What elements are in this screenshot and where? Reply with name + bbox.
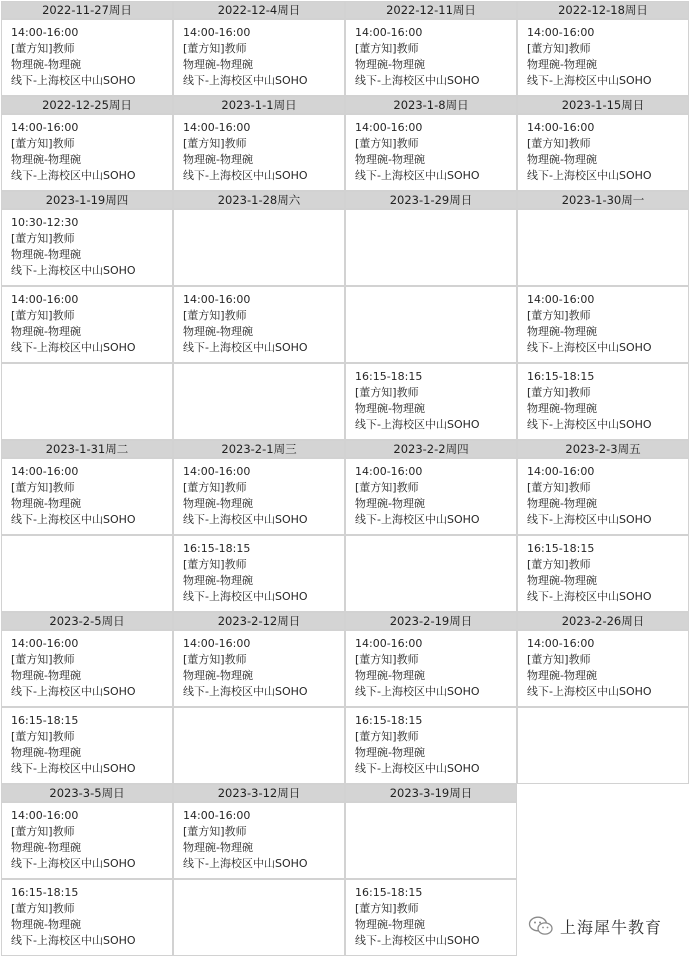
session-time: 10:30-12:30 <box>11 216 79 229</box>
session-course: 物理碗-物理碗 <box>183 574 253 587</box>
date-header: 2023-1-29周日 <box>345 191 517 209</box>
session-time: 16:15-18:15 <box>355 370 423 383</box>
class-session <box>173 114 345 191</box>
session-teacher: [董方知]教师 <box>355 42 419 55</box>
session-course: 物理碗-物理碗 <box>183 58 253 71</box>
class-session <box>345 19 517 96</box>
session-location: 线下-上海校区中山SOHO <box>11 513 136 526</box>
session-time: 16:15-18:15 <box>527 370 595 383</box>
session-teacher: [董方知]教师 <box>355 481 419 494</box>
session-location: 线下-上海校区中山SOHO <box>527 513 652 526</box>
session-teacher: [董方知]教师 <box>11 42 75 55</box>
class-session <box>517 363 689 440</box>
session-course: 物理碗-物理碗 <box>527 325 597 338</box>
session-time: 14:00-16:00 <box>355 26 423 39</box>
session-time: 14:00-16:00 <box>183 26 251 39</box>
session-time: 14:00-16:00 <box>355 637 423 650</box>
date-header: 2023-2-12周日 <box>173 612 345 630</box>
empty-slot <box>517 209 689 286</box>
empty-slot <box>345 802 517 879</box>
session-course: 物理碗-物理碗 <box>527 58 597 71</box>
date-header: 2022-12-25周日 <box>1 96 173 114</box>
date-header: 2023-3-12周日 <box>173 784 345 802</box>
session-location: 线下-上海校区中山SOHO <box>527 74 652 87</box>
session-location: 线下-上海校区中山SOHO <box>11 341 136 354</box>
session-location: 线下-上海校区中山SOHO <box>527 685 652 698</box>
session-teacher: [董方知]教师 <box>527 558 591 571</box>
empty-slot <box>345 209 517 286</box>
class-session <box>517 535 689 612</box>
session-course: 物理碗-物理碗 <box>11 248 81 261</box>
session-time: 16:15-18:15 <box>527 542 595 555</box>
date-header: 2023-1-19周四 <box>1 191 173 209</box>
session-teacher: [董方知]教师 <box>183 137 247 150</box>
session-time: 14:00-16:00 <box>183 637 251 650</box>
session-course: 物理碗-物理碗 <box>183 497 253 510</box>
session-location: 线下-上海校区中山SOHO <box>355 418 480 431</box>
session-course: 物理碗-物理碗 <box>183 325 253 338</box>
date-header: 2023-1-30周一 <box>517 191 689 209</box>
session-teacher: [董方知]教师 <box>355 730 419 743</box>
class-session <box>517 19 689 96</box>
date-header: 2022-12-4周日 <box>173 1 345 19</box>
session-teacher: [董方知]教师 <box>183 653 247 666</box>
session-course: 物理碗-物理碗 <box>355 497 425 510</box>
session-teacher: [董方知]教师 <box>11 481 75 494</box>
class-session <box>345 458 517 535</box>
session-teacher: [董方知]教师 <box>11 653 75 666</box>
date-header: 2023-2-5周日 <box>1 612 173 630</box>
session-location: 线下-上海校区中山SOHO <box>11 762 136 775</box>
date-header: 2023-1-1周日 <box>173 96 345 114</box>
session-course: 物理碗-物理碗 <box>183 153 253 166</box>
date-header: 2023-1-15周日 <box>517 96 689 114</box>
session-time: 14:00-16:00 <box>183 465 251 478</box>
empty-slot <box>173 363 345 440</box>
class-session <box>345 114 517 191</box>
class-session <box>1 114 173 191</box>
session-time: 16:15-18:15 <box>11 714 79 727</box>
session-course: 物理碗-物理碗 <box>527 669 597 682</box>
session-location: 线下-上海校区中山SOHO <box>355 169 480 182</box>
class-session <box>173 286 345 363</box>
session-location: 线下-上海校区中山SOHO <box>11 934 136 947</box>
session-time: 16:15-18:15 <box>183 542 251 555</box>
class-session <box>173 802 345 879</box>
session-location: 线下-上海校区中山SOHO <box>183 341 308 354</box>
class-session <box>1 707 173 784</box>
session-location: 线下-上海校区中山SOHO <box>527 169 652 182</box>
session-time: 14:00-16:00 <box>11 809 79 822</box>
class-session <box>345 707 517 784</box>
class-session <box>1 630 173 707</box>
class-session <box>1 286 173 363</box>
empty-slot <box>345 535 517 612</box>
class-session <box>1 209 173 286</box>
session-time: 14:00-16:00 <box>11 26 79 39</box>
class-session <box>345 630 517 707</box>
session-course: 物理碗-物理碗 <box>527 153 597 166</box>
class-session <box>517 114 689 191</box>
session-teacher: [董方知]教师 <box>11 902 75 915</box>
empty-slot <box>1 363 173 440</box>
session-course: 物理碗-物理碗 <box>527 574 597 587</box>
class-session <box>345 879 517 956</box>
session-time: 16:15-18:15 <box>11 886 79 899</box>
class-session <box>517 630 689 707</box>
session-time: 16:15-18:15 <box>355 714 423 727</box>
date-header: 2023-2-1周三 <box>173 440 345 458</box>
session-teacher: [董方知]教师 <box>355 137 419 150</box>
session-course: 物理碗-物理碗 <box>11 918 81 931</box>
date-header: 2023-2-3周五 <box>517 440 689 458</box>
session-time: 14:00-16:00 <box>183 293 251 306</box>
session-course: 物理碗-物理碗 <box>11 497 81 510</box>
session-time: 14:00-16:00 <box>11 293 79 306</box>
session-teacher: [董方知]教师 <box>527 309 591 322</box>
session-teacher: [董方知]教师 <box>183 309 247 322</box>
date-header: 2023-2-19周日 <box>345 612 517 630</box>
session-course: 物理碗-物理碗 <box>355 58 425 71</box>
empty-slot <box>173 209 345 286</box>
session-time: 14:00-16:00 <box>11 465 79 478</box>
class-session <box>173 535 345 612</box>
session-teacher: [董方知]教师 <box>527 481 591 494</box>
session-location: 线下-上海校区中山SOHO <box>11 74 136 87</box>
session-course: 物理碗-物理碗 <box>355 746 425 759</box>
date-header: 2023-1-28周六 <box>173 191 345 209</box>
session-teacher: [董方知]教师 <box>527 653 591 666</box>
session-location: 线下-上海校区中山SOHO <box>183 513 308 526</box>
date-header: 2022-12-18周日 <box>517 1 689 19</box>
session-course: 物理碗-物理碗 <box>355 669 425 682</box>
session-time: 14:00-16:00 <box>527 637 595 650</box>
session-location: 线下-上海校区中山SOHO <box>11 857 136 870</box>
session-time: 14:00-16:00 <box>355 465 423 478</box>
date-header: 2022-12-11周日 <box>345 1 517 19</box>
session-location: 线下-上海校区中山SOHO <box>355 934 480 947</box>
session-location: 线下-上海校区中山SOHO <box>11 169 136 182</box>
session-location: 线下-上海校区中山SOHO <box>11 264 136 277</box>
class-session <box>1 879 173 956</box>
session-course: 物理碗-物理碗 <box>183 669 253 682</box>
watermark <box>528 912 662 940</box>
session-time: 14:00-16:00 <box>527 293 595 306</box>
session-location: 线下-上海校区中山SOHO <box>355 762 480 775</box>
session-teacher: [董方知]教师 <box>11 730 75 743</box>
session-teacher: [董方知]教师 <box>11 309 75 322</box>
class-session <box>517 286 689 363</box>
session-course: 物理碗-物理碗 <box>183 841 253 854</box>
session-teacher: [董方知]教师 <box>527 42 591 55</box>
session-time: 16:15-18:15 <box>355 886 423 899</box>
date-header: 2023-1-8周日 <box>345 96 517 114</box>
session-location: 线下-上海校区中山SOHO <box>183 74 308 87</box>
session-location: 线下-上海校区中山SOHO <box>527 341 652 354</box>
class-session <box>1 458 173 535</box>
wechat-icon <box>528 916 554 936</box>
class-session <box>173 19 345 96</box>
date-header: 2023-1-31周二 <box>1 440 173 458</box>
watermark-text: 上海犀牛教育 <box>560 917 663 937</box>
session-course: 物理碗-物理碗 <box>527 402 597 415</box>
class-session <box>173 630 345 707</box>
session-location: 线下-上海校区中山SOHO <box>355 685 480 698</box>
session-location: 线下-上海校区中山SOHO <box>183 857 308 870</box>
session-location: 线下-上海校区中山SOHO <box>183 169 308 182</box>
session-time: 14:00-16:00 <box>355 121 423 134</box>
session-course: 物理碗-物理碗 <box>527 497 597 510</box>
session-location: 线下-上海校区中山SOHO <box>355 74 480 87</box>
date-header: 2022-11-27周日 <box>1 1 173 19</box>
empty-slot <box>1 535 173 612</box>
class-session <box>517 458 689 535</box>
empty-slot <box>517 707 689 784</box>
session-course: 物理碗-物理碗 <box>11 153 81 166</box>
session-time: 14:00-16:00 <box>183 121 251 134</box>
session-teacher: [董方知]教师 <box>183 42 247 55</box>
session-location: 线下-上海校区中山SOHO <box>11 685 136 698</box>
session-teacher: [董方知]教师 <box>183 825 247 838</box>
session-time: 14:00-16:00 <box>527 121 595 134</box>
session-location: 线下-上海校区中山SOHO <box>183 685 308 698</box>
session-course: 物理碗-物理碗 <box>11 325 81 338</box>
session-time: 14:00-16:00 <box>11 121 79 134</box>
session-location: 线下-上海校区中山SOHO <box>355 513 480 526</box>
class-session <box>1 19 173 96</box>
session-time: 14:00-16:00 <box>527 465 595 478</box>
session-course: 物理碗-物理碗 <box>11 58 81 71</box>
session-teacher: [董方知]教师 <box>183 558 247 571</box>
session-location: 线下-上海校区中山SOHO <box>527 590 652 603</box>
session-course: 物理碗-物理碗 <box>355 402 425 415</box>
session-location: 线下-上海校区中山SOHO <box>527 418 652 431</box>
date-header: 2023-3-5周日 <box>1 784 173 802</box>
session-location: 线下-上海校区中山SOHO <box>183 590 308 603</box>
date-header: 2023-2-2周四 <box>345 440 517 458</box>
session-time: 14:00-16:00 <box>183 809 251 822</box>
date-header: 2023-3-19周日 <box>345 784 517 802</box>
session-teacher: [董方知]教师 <box>11 137 75 150</box>
empty-slot <box>345 286 517 363</box>
class-session <box>1 802 173 879</box>
session-teacher: [董方知]教师 <box>11 825 75 838</box>
session-teacher: [董方知]教师 <box>355 653 419 666</box>
session-time: 14:00-16:00 <box>11 637 79 650</box>
date-header: 2023-2-26周日 <box>517 612 689 630</box>
session-course: 物理碗-物理碗 <box>355 918 425 931</box>
session-teacher: [董方知]教师 <box>527 386 591 399</box>
session-course: 物理碗-物理碗 <box>11 669 81 682</box>
empty-slot <box>173 879 345 956</box>
session-course: 物理碗-物理碗 <box>355 153 425 166</box>
session-teacher: [董方知]教师 <box>355 902 419 915</box>
session-course: 物理碗-物理碗 <box>11 841 81 854</box>
session-time: 14:00-16:00 <box>527 26 595 39</box>
session-teacher: [董方知]教师 <box>183 481 247 494</box>
empty-slot <box>173 707 345 784</box>
session-teacher: [董方知]教师 <box>527 137 591 150</box>
class-session <box>173 458 345 535</box>
class-session <box>345 363 517 440</box>
session-teacher: [董方知]教师 <box>11 232 75 245</box>
session-teacher: [董方知]教师 <box>355 386 419 399</box>
session-course: 物理碗-物理碗 <box>11 746 81 759</box>
